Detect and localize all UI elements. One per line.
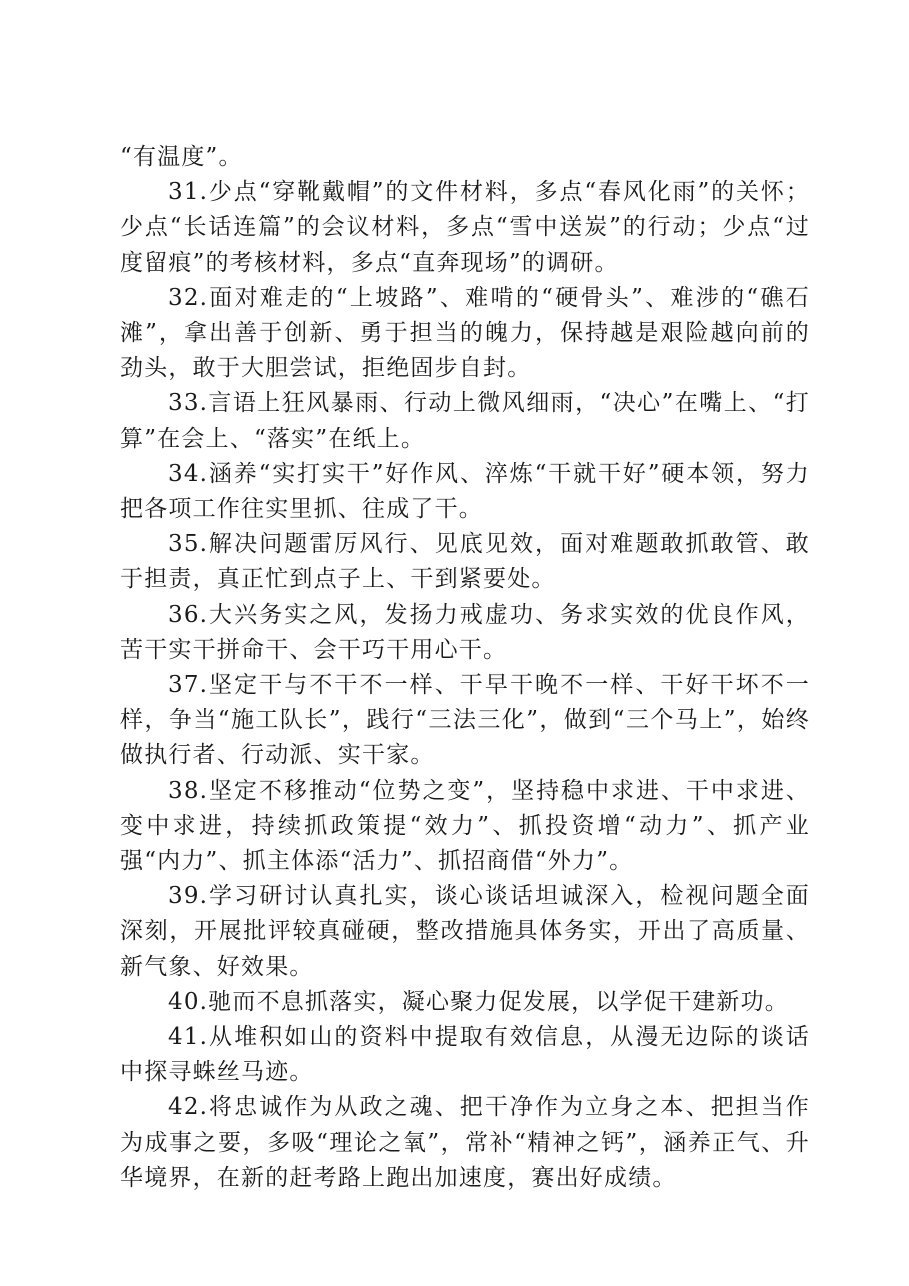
paragraph-32: 32.面对难走的“上坡路”、难啃的“硬骨头”、难涉的“礁石滩”，拿出善于创新、勇于担当的魄力，保持越是艰险越向前的劲头，敢于大胆尝试，拒绝固步自封。 bbox=[120, 284, 810, 382]
paragraph-41: 41.从堆积如山的资料中提取有效信息，从漫无边际的谈话中探寻蛛丝马迹。 bbox=[120, 1024, 810, 1086]
paragraph-39: 39.学习研讨认真扎实，谈心谈话坦诚深入，检视问题全面深刻，开展批评较真碰硬，整改措施具体务实，开出了高质量、新气象、好效果。 bbox=[120, 883, 810, 980]
paragraph-38: 38.坚定不移推动“位势之变”，坚持稳中求进、干中求进、变中求进，持续抓政策提“效力”、抓投资增“动力”、抓产业强“内力”、抓主体添“活力”、抓招商借“外力”。 bbox=[120, 777, 810, 875]
paragraph-36: 36.大兴务实之风，发扬力戒虚功、务求实效的优良作风，苦干实干拼命干、会干巧干用心干。 bbox=[120, 601, 810, 663]
paragraph-continuation: “有温度”。 bbox=[120, 144, 243, 170]
paragraph-42: 42.将忠诚作为从政之魂、把干净作为立身之本、把担当作为成事之要，多吸“理论之氧”，常补“精神之钙”，涵养正气、升华境界，在新的赶考路上跑出加速度，赛出好成绩。 bbox=[120, 1094, 810, 1191]
paragraph-34: 34.涵养“实打实干”好作风、淬炼“干就干好”硬本领，努力把各项工作往实里抓、往成了干。 bbox=[120, 460, 810, 523]
paragraph-35: 35.解决问题雷厉风行、见底见效，面对难题敢抓敢管、敢于担责，真正忙到点子上、干到紧要处。 bbox=[120, 531, 810, 593]
paragraph-33: 33.言语上狂风暴雨、行动上微风细雨，“决心”在嘴上、“打算”在会上、“落实”在纸上。 bbox=[120, 390, 810, 452]
paragraph-31: 31.少点“穿靴戴帽”的文件材料，多点“春风化雨”的关怀；少点“长话连篇”的会议材料，多点“雪中送炭”的行动；少点“过度留痕”的考核材料，多点“直奔现场”的调研。 bbox=[120, 179, 810, 276]
document-body bbox=[120, 140, 810, 1196]
paragraph-37: 37.坚定干与不干不一样、干早干晚不一样、干好干坏不一样，争当“施工队长”，践行“三法三化”，做到“三个马上”，始终做执行者、行动派、实干家。 bbox=[120, 672, 810, 769]
paragraph-40: 40.驰而不息抓落实，凝心聚力促发展，以学促干建新功。 bbox=[168, 988, 789, 1015]
